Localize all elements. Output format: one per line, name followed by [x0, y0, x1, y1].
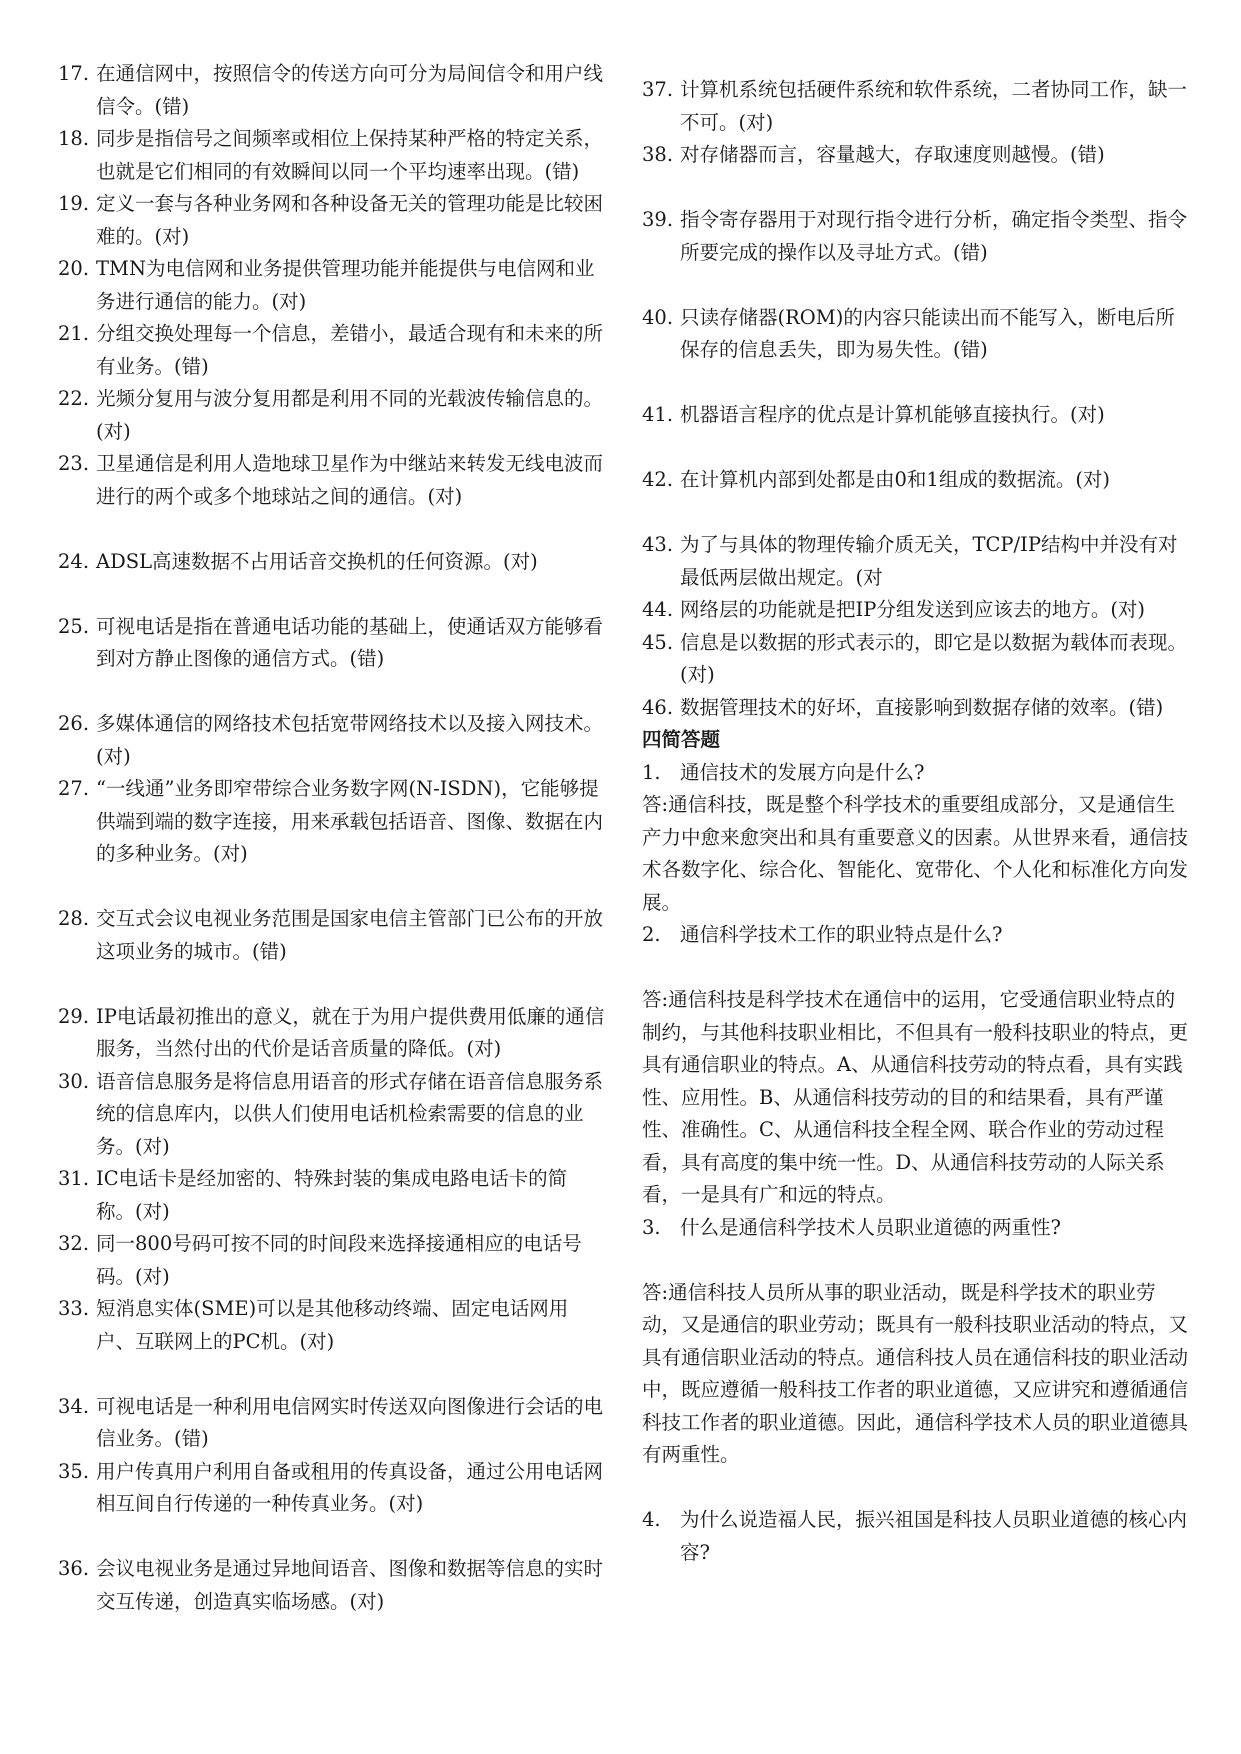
spacer	[58, 578, 606, 611]
list-item	[58, 448, 606, 513]
list-item	[58, 318, 606, 383]
item-number: 31.	[58, 1167, 90, 1190]
item-text: 会议电视业务是通过异地间语音、图像和数据等信息的实时交互传递，创造真实临场感。(对)	[96, 1557, 604, 1613]
item-text: 在计算机内部到处都是由0和1组成的数据流。(对)	[680, 468, 1111, 491]
item-number: 44.	[642, 598, 674, 621]
item-text: 数据管理技术的好坏，直接影响到数据存储的效率。(错)	[680, 695, 1164, 719]
item-text: 光频分复用与波分复用都是利用不同的光载波传输信息的。(对)	[96, 387, 604, 443]
item-number: 46.	[642, 695, 674, 719]
item-number: 38.	[642, 143, 674, 166]
question	[642, 919, 1190, 952]
left-column	[58, 58, 606, 1618]
item-number: 40.	[642, 305, 674, 329]
item-text: 语音信息服务是将信息用语音的形式存储在语音信息服务系统的信息库内，以供人们使用电话机检索需要的信息的业务。(对)	[96, 1069, 604, 1158]
list-item	[58, 1456, 606, 1521]
spacer	[58, 676, 606, 709]
item-number: 35.	[58, 1459, 90, 1483]
item-number: 20.	[58, 257, 90, 280]
item-number: 26.	[58, 712, 90, 735]
item-text: 机器语言程序的优点是计算机能够直接执行。(对)	[680, 403, 1105, 426]
item-number: 22.	[58, 387, 90, 410]
list-item	[58, 383, 606, 448]
list-item	[58, 773, 606, 871]
question-number: 1.	[642, 760, 661, 784]
section-title: 四简答题	[642, 728, 721, 751]
list-item	[58, 546, 606, 579]
list-item	[58, 1293, 606, 1358]
list-item	[642, 627, 1190, 692]
spacer	[58, 968, 606, 1001]
item-text: 分组交换处理每一个信息，差错小，最适合现有和未来的所有业务。(错)	[96, 322, 604, 378]
question-number: 4.	[642, 1508, 661, 1531]
item-text: IP电话最初推出的意义，就在于为用户提供费用低廉的通信服务，当然付出的代价是话音质量的降低。(对)	[96, 1004, 605, 1060]
item-number: 36.	[58, 1557, 90, 1580]
question-text: 通信科学技术工作的职业特点是什么?	[680, 923, 1003, 946]
item-number: 24.	[58, 549, 90, 573]
item-number: 21.	[58, 322, 90, 345]
answer-paragraph: 答:通信科技，既是整个科学技术的重要组成部分，又是通信生产力中愈来愈突出和具有重要意义的因素。从世界来看，通信技术各数字化、综合化、智能化、宽带化、个人化和标准化方向发展。	[642, 793, 1189, 914]
list-item	[642, 399, 1190, 432]
list-item	[642, 204, 1190, 269]
question-number: 3.	[642, 1215, 661, 1239]
list-item	[58, 58, 606, 123]
spacer	[642, 367, 1190, 400]
item-text: 可视电话是一种利用电信网实时传送双向图像进行会话的电信业务。(错)	[96, 1394, 604, 1450]
item-number: 19.	[58, 192, 90, 215]
item-text: 指令寄存器用于对现行指令进行分析，确定指令类型、指令所要完成的操作以及寻址方式。(错)	[680, 208, 1188, 264]
item-text: 在通信网中，按照信令的传送方向可分为局间信令和用户线信令。(错)	[96, 62, 604, 118]
list-item	[58, 1553, 606, 1618]
item-text: 短消息实体(SME)可以是其他移动终端、固定电话网用户、互联网上的PC机。(对)	[96, 1297, 569, 1353]
item-number: 43.	[642, 533, 674, 556]
list-item	[58, 188, 606, 253]
item-number: 33.	[58, 1297, 90, 1320]
item-number: 28.	[58, 907, 90, 930]
spacer	[58, 871, 606, 904]
item-number: 29.	[58, 1004, 90, 1028]
question	[642, 1504, 1190, 1569]
item-number: 27.	[58, 777, 90, 800]
spacer	[642, 269, 1190, 302]
question	[642, 1212, 1190, 1245]
list-item	[642, 464, 1190, 497]
item-text: 信息是以数据的形式表示的，即它是以数据为载体而表现。(对)	[680, 630, 1188, 686]
list-item	[58, 1163, 606, 1228]
list-item	[642, 594, 1190, 627]
item-text: ADSL高速数据不占用话音交换机的任何资源。(对)	[96, 549, 538, 573]
list-item	[58, 1066, 606, 1164]
spacer	[642, 432, 1190, 465]
spacer	[642, 1472, 1190, 1505]
list-item	[58, 1391, 606, 1456]
spacer	[642, 58, 1190, 74]
question-number: 2.	[642, 923, 661, 946]
question	[642, 757, 1190, 790]
item-number: 41.	[642, 403, 674, 426]
question-text: 什么是通信科学技术人员职业道德的两重性?	[680, 1215, 1061, 1239]
spacer	[58, 513, 606, 546]
item-number: 25.	[58, 614, 90, 638]
list-item	[58, 611, 606, 676]
item-text: 多媒体通信的网络技术包括宽带网络技术以及接入网技术。(对)	[96, 712, 604, 768]
item-number: 39.	[642, 208, 674, 231]
item-text: 卫星通信是利用人造地球卫星作为中继站来转发无线电波而进行的两个或多个地球站之间的通信。(对)	[96, 452, 604, 508]
right-column	[642, 58, 1190, 1569]
list-item	[58, 1001, 606, 1066]
item-text: “一线通”业务即窄带综合业务数字网(N-ISDN)，它能够提供端到端的数字连接，用来承载包括语音、图像、数据在内的多种业务。(对)	[96, 777, 604, 865]
item-text: 用户传真用户利用自备或租用的传真设备，通过公用电话网相互间自行传递的一种传真业务。(对)	[96, 1459, 604, 1515]
list-item	[58, 1228, 606, 1293]
spacer	[58, 1521, 606, 1554]
list-item	[642, 74, 1190, 139]
item-text: IC电话卡是经加密的、特殊封装的集成电路电话卡的简称。(对)	[96, 1167, 568, 1223]
list-item	[642, 529, 1190, 594]
question-text: 为什么说造福人民，振兴祖国是科技人员职业道德的核心内容?	[680, 1508, 1188, 1564]
item-text: 计算机系统包括硬件系统和软件系统，二者协同工作，缺一不可。(对)	[680, 78, 1188, 134]
item-text: 同步是指信号之间频率或相位上保持某种严格的特定关系，也就是它们相同的有效瞬间以同一个平均速率出现。(错)	[96, 127, 604, 183]
spacer	[642, 172, 1190, 205]
item-number: 37.	[642, 78, 674, 101]
item-number: 23.	[58, 452, 90, 475]
item-text: 可视电话是指在普通电话功能的基础上，使通话双方能够看到对方静止图像的通信方式。(错)	[96, 614, 604, 670]
spacer	[642, 1244, 1190, 1277]
item-number: 18.	[58, 127, 90, 150]
list-item	[642, 302, 1190, 367]
list-item	[642, 139, 1190, 172]
item-number: 45.	[642, 630, 674, 654]
item-text: 只读存储器(ROM)的内容只能读出而不能写入，断电后所保存的信息丢失，即为易失性。(错)	[680, 305, 1175, 361]
item-text: 网络层的功能就是把IP分组发送到应该去的地方。(对)	[680, 598, 1146, 621]
list-item	[58, 903, 606, 968]
answer-paragraph: 答:通信科技是科学技术在通信中的运用，它受通信职业特点的制约，与其他科技职业相比，不但具有一般科技职业的特点，更具有通信职业的特点。A、从通信科技劳动的特点看，具有实践性、应用性。B、从通信科技劳动的目的和结果看，具有严谨性、准确性。C、从通信科技全程全网、联合作业的劳动过程看，具有高度的集中统一性。D、从通信科技劳动的人际关系看，一是具有广和远的特点。	[642, 988, 1189, 1206]
question-text: 通信技术的发展方向是什么?	[680, 760, 925, 784]
item-text: 定义一套与各种业务网和各种设备无关的管理功能是比较困难的。(对)	[96, 192, 604, 248]
list-item	[58, 123, 606, 188]
answer-paragraph: 答:通信科技人员所从事的职业活动，既是科学技术的职业劳动，又是通信的职业劳动；既具有一般科技职业活动的特点，又具有通信职业活动的特点。通信科技人员在通信科技的职业活动中，既应遵循一般科技工作者的职业道德，又应讲究和遵循通信科技工作者的职业道德。因此，通信科学技术人员的职业道德具有两重性。	[642, 1280, 1189, 1466]
item-number: 32.	[58, 1232, 90, 1255]
item-number: 30.	[58, 1069, 90, 1093]
list-item	[58, 708, 606, 773]
item-text: 同一800号码可按不同的时间段来选择接通相应的电话号码。(对)	[96, 1232, 582, 1288]
item-text: 对存储器而言，容量越大，存取速度则越慢。(错)	[680, 143, 1105, 166]
spacer	[642, 952, 1190, 985]
item-text: TMN为电信网和业务提供管理功能并能提供与电信网和业务进行通信的能力。(对)	[96, 257, 595, 313]
item-number: 42.	[642, 468, 674, 491]
spacer	[642, 497, 1190, 530]
item-number: 34.	[58, 1394, 90, 1418]
item-number: 17.	[58, 62, 90, 85]
spacer	[58, 1358, 606, 1391]
list-item	[58, 253, 606, 318]
item-text: 交互式会议电视业务范围是国家电信主管部门已公布的开放这项业务的城市。(错)	[96, 907, 604, 963]
list-item	[642, 692, 1190, 725]
item-text: 为了与具体的物理传输介质无关，TCP/IP结构中并没有对最低两层做出规定。(对	[680, 533, 1178, 589]
